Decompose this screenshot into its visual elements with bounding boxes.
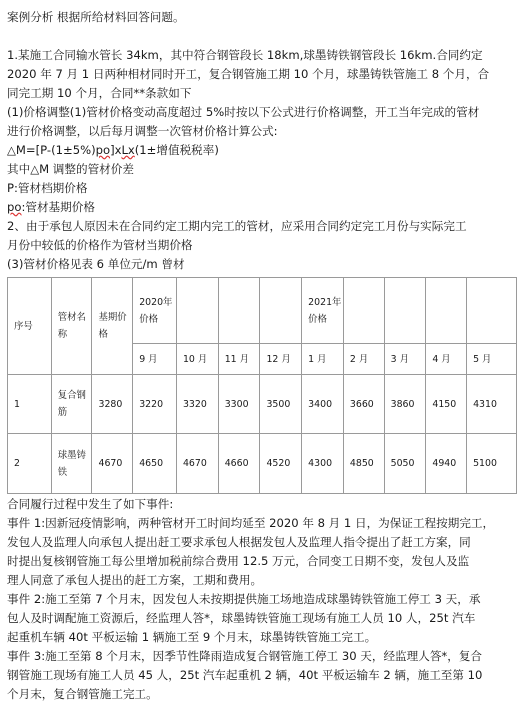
price-cell: 5100 [467,434,517,494]
price-cell: 4670 [176,434,218,494]
event-line: 理人同意了承包人提出的赶工方案，工期和费用。 [7,573,263,587]
price-cell: 3400 [302,375,344,434]
formula-lx: Lx [121,143,135,157]
row-material-name: 球墨铸铁 [51,434,92,494]
header-blank [426,278,467,344]
month-cell: 5 月 [467,344,517,375]
price-cell: 4520 [260,434,302,494]
clause1-line-1: (1)价格调整(1)管材价格变动高度超过 5%时按以下公式进行价格调整，开工当年完成的管材 [7,105,480,119]
header-blank [384,278,426,344]
header-blank [218,278,260,344]
price-cell: 3660 [343,375,384,434]
header-blank [467,278,517,344]
price-cell: 3500 [260,375,302,434]
price-cell: 4940 [426,434,467,494]
row-seq: 2 [8,434,52,494]
event-line: 个月末，复合钢管施工完工。 [7,687,158,701]
header-seq: 序号 [8,278,52,375]
po-symbol: po [7,200,22,214]
header-2020-price: 2020年价格 [133,278,177,344]
event-line: 事件 2:施工至第 7 个月末，因发包人未按期提供施工场地造成球墨铸铁管施工停工 3 天，承 [7,592,481,606]
price-cell: 3860 [384,375,426,434]
month-cell: 11 月 [218,344,260,375]
clause3: (3)管材价格见表 6 单位元/m 曾材 [7,257,185,271]
formula-prefix: △M=[P-(1±5%) [7,143,96,157]
table-header-row [8,278,517,344]
header-material-name: 管材名称 [51,278,92,375]
clause2-line-1: 2、由于承包人原因未在合同约定工期内完工的管材，应采用合同约定完工月份与实际完工 [7,219,467,233]
para1-line-2: 2020 年 7 月 1 日两种相材同时开工，复合钢管施工期 10 个月，球墨铸铁管施工 8 个月，合 [7,67,490,81]
price-cell: 4300 [302,434,344,494]
header-base-price: 基期价格 [92,278,133,375]
month-cell: 2 月 [343,344,384,375]
clause1-line-2: 进行价格调整，以后每月调整一次管材价格计算公式: [7,124,278,138]
table-row [8,375,517,434]
event-line: 发包人及监理人向承包人提出赶工要求承包人根据发包人及监理人指令提出了赶工方案，同 [7,535,471,549]
formula-p0: po [95,143,111,157]
formula-mid: ]x [110,143,122,157]
header-2021-price: 2021年价格 [302,278,344,344]
header-blank [260,278,302,344]
price-cell: 3300 [218,375,260,434]
formula-suffix: (1±增值税税率) [134,143,219,157]
event-line: 事件 3:施工至第 8 个月末，因季节性降雨造成复合钢管施工停工 30 天，经监理人答*，复合 [7,649,483,663]
row-base-price: 4670 [92,434,133,494]
month-cell: 9 月 [133,344,177,375]
header-blank [343,278,384,344]
month-cell: 12 月 [260,344,302,375]
month-cell: 4 月 [426,344,467,375]
case-heading: 案例分析 根据所给材料回答问题。 [7,10,185,24]
po-text: :管材基期价格 [21,200,95,214]
price-cell: 3320 [176,375,218,434]
price-cell: 4310 [467,375,517,434]
price-cell: 4650 [133,434,177,494]
event-line: 时提出复核钢管施工每公里增加税前综合费用 12.5 万元，合同变工日期不变，发包人及监 [7,554,470,568]
para1-line-1: 1.某施工合同输水管长 34km，其中符合钢管段长 18km,球墨铸铁钢管段长 16km.合同约定 [7,48,483,62]
price-table [7,277,517,494]
event-line: 起重机车辆 40t 平板运输 1 辆施工至 9 个月末，球墨铸铁管施工完工。 [7,630,377,644]
formula-where: 其中△M 调整的管材价差 [7,162,134,176]
header-blank [176,278,218,344]
events-intro: 合同履行过程中发生了如下事件: [7,497,174,511]
para1-line-3: 同完工期 10 个月，合同**条款如下 [7,86,192,100]
price-formula [7,141,520,160]
price-cell: 5050 [384,434,426,494]
event-line: 事件 1:因新冠疫情影响，两种管材开工时间均延至 2020 年 8 月 1 日，为保证工程按期完工， [7,516,495,530]
row-base-price: 3280 [92,375,133,434]
month-cell: 3 月 [384,344,426,375]
price-cell: 4660 [218,434,260,494]
price-cell: 4850 [343,434,384,494]
price-cell: 3220 [133,375,177,434]
clause2-line-2: 月份中较低的价格作为管材当期价格 [7,238,193,252]
event-line: 钢管施工现场有施工人员 45 人，25t 汽车起重机 2 辆，40t 平板运输车 2 辆，施工至第 10 [7,668,483,682]
price-cell: 4150 [426,375,467,434]
definition-po [7,198,520,217]
definition-p: P:管材档期价格 [7,181,88,195]
table-row [8,434,517,494]
row-seq: 1 [8,375,52,434]
event-line: 包人及时调配施工资源后，经监理人答*，球墨铸铁管施工现场有施工人员 10 人，25t 汽车 [7,611,476,625]
month-cell: 1 月 [302,344,344,375]
row-material-name: 复合钢筋 [51,375,92,434]
month-cell: 10 月 [176,344,218,375]
